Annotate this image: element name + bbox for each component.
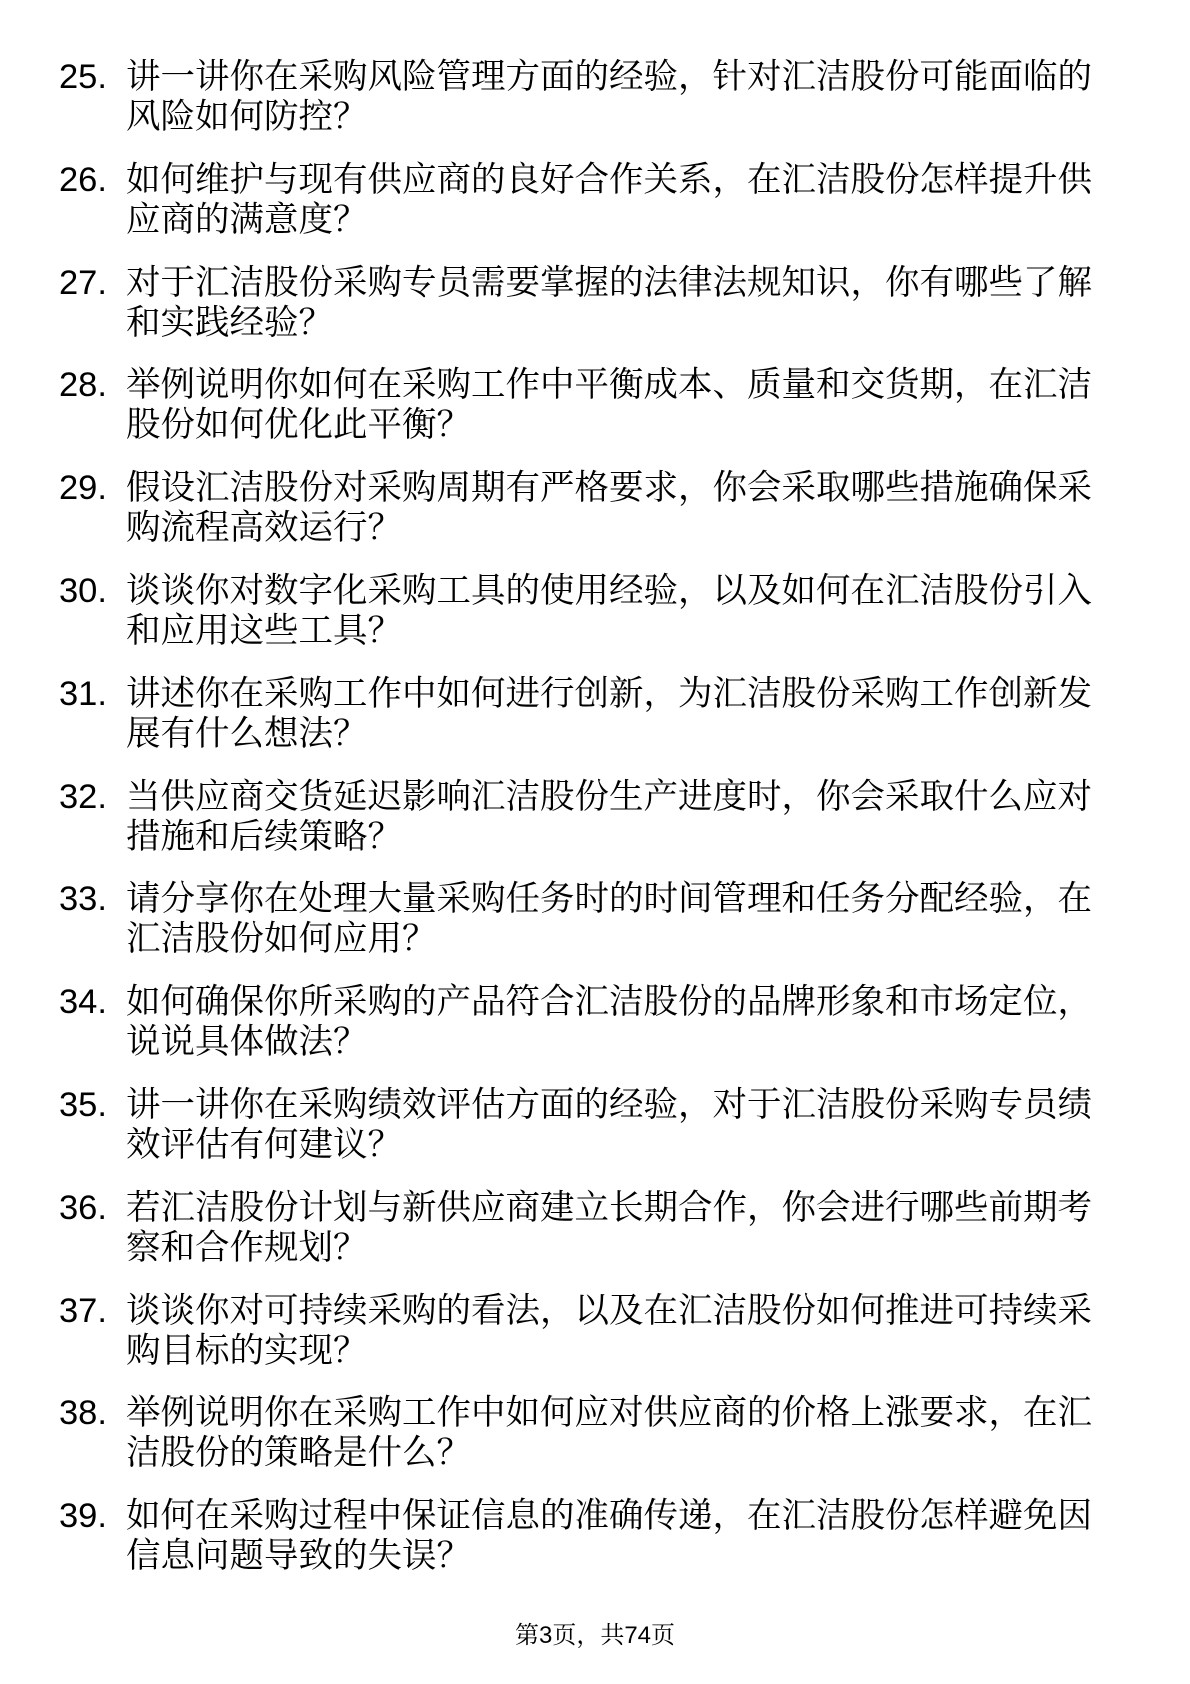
question-line: 若汇洁股份计划与新供应商建立长期合作，你会进行哪些前期考 xyxy=(126,1188,1092,1227)
question-line: 信息问题导致的失误？ xyxy=(126,1537,471,1576)
question-number: 36. xyxy=(59,1188,107,1227)
question-number: 33. xyxy=(59,880,107,919)
question-line: 举例说明你如何在采购工作中平衡成本、质量和交货期，在汇洁 xyxy=(126,366,1092,405)
question-item xyxy=(59,1496,1139,1576)
question-text xyxy=(126,674,1092,754)
question-text xyxy=(126,982,1092,1062)
question-text xyxy=(126,777,1092,857)
question-number: 25. xyxy=(59,58,107,96)
question-text xyxy=(126,1393,1092,1473)
question-line: 如何维护与现有供应商的良好合作关系，在汇洁股份怎样提升供 xyxy=(126,160,1092,199)
question-item xyxy=(59,674,1139,754)
question-number: 39. xyxy=(59,1497,107,1536)
question-item xyxy=(59,57,1139,137)
question-line: 请分享你在处理大量采购任务时的时间管理和任务分配经验，在 xyxy=(126,880,1092,919)
question-number: 32. xyxy=(59,777,107,816)
question-line: 股份如何优化此平衡？ xyxy=(126,406,471,445)
question-line: 展有什么想法？ xyxy=(126,714,368,753)
question-item xyxy=(59,1188,1139,1268)
question-item xyxy=(59,1085,1139,1165)
question-line: 讲一讲你在采购风险管理方面的经验，针对汇洁股份可能面临的 xyxy=(126,58,1092,96)
question-line: 如何在采购过程中保证信息的准确传递，在汇洁股份怎样避免因 xyxy=(126,1497,1092,1536)
question-number: 37. xyxy=(59,1291,107,1330)
page-footer: 第3页，共74页 xyxy=(514,1622,676,1649)
question-line: 讲一讲你在采购绩效评估方面的经验，对于汇洁股份采购专员绩 xyxy=(126,1085,1092,1124)
question-line: 效评估有何建议？ xyxy=(126,1125,402,1164)
question-line: 谈谈你对可持续采购的看法，以及在汇洁股份如何推进可持续采 xyxy=(126,1291,1092,1330)
question-text xyxy=(126,365,1092,445)
question-line: 和实践经验？ xyxy=(126,303,333,342)
question-item xyxy=(59,263,1139,343)
question-line: 谈谈你对数字化采购工具的使用经验，以及如何在汇洁股份引入 xyxy=(126,571,1092,610)
question-number: 26. xyxy=(59,160,107,199)
question-line: 洁股份的策略是什么？ xyxy=(126,1434,471,1473)
question-number: 38. xyxy=(59,1394,107,1433)
question-item xyxy=(59,160,1139,240)
question-item xyxy=(59,1393,1139,1473)
question-line: 措施和后续策略？ xyxy=(126,817,402,856)
question-line: 讲述你在采购工作中如何进行创新，为汇洁股份采购工作创新发 xyxy=(126,674,1092,713)
question-list xyxy=(59,57,1139,1599)
question-number: 34. xyxy=(59,983,107,1022)
question-text xyxy=(126,160,1092,240)
question-line: 和应用这些工具？ xyxy=(126,611,402,650)
question-item xyxy=(59,571,1139,651)
question-item xyxy=(59,777,1139,857)
question-line: 举例说明你在采购工作中如何应对供应商的价格上涨要求，在汇 xyxy=(126,1394,1092,1433)
question-line: 购目标的实现？ xyxy=(126,1331,368,1370)
question-text xyxy=(126,1085,1092,1165)
question-line: 汇洁股份如何应用？ xyxy=(126,920,437,959)
question-line: 察和合作规划？ xyxy=(126,1228,368,1267)
question-line: 假设汇洁股份对采购周期有严格要求，你会采取哪些措施确保采 xyxy=(126,469,1092,508)
question-number: 31. xyxy=(59,674,107,713)
question-line: 对于汇洁股份采购专员需要掌握的法律法规知识，你有哪些了解 xyxy=(126,263,1092,302)
question-number: 30. xyxy=(59,571,107,610)
question-number: 27. xyxy=(59,263,107,302)
question-text xyxy=(126,1291,1092,1371)
question-text xyxy=(126,263,1092,343)
question-item xyxy=(59,468,1139,548)
question-number: 29. xyxy=(59,469,107,508)
question-item xyxy=(59,365,1139,445)
question-text xyxy=(126,57,1092,137)
question-text xyxy=(126,571,1092,651)
question-number: 28. xyxy=(59,366,107,405)
question-line: 购流程高效运行？ xyxy=(126,509,402,548)
question-text xyxy=(126,1496,1092,1576)
question-line: 当供应商交货延迟影响汇洁股份生产进度时，你会采取什么应对 xyxy=(126,777,1092,816)
question-text xyxy=(126,468,1092,548)
question-line: 如何确保你所采购的产品符合汇洁股份的品牌形象和市场定位， xyxy=(126,983,1092,1022)
question-line: 应商的满意度？ xyxy=(126,200,368,239)
question-line: 风险如何防控？ xyxy=(126,98,368,136)
question-item xyxy=(59,1291,1139,1371)
question-item xyxy=(59,982,1139,1062)
question-text xyxy=(126,1188,1092,1268)
question-text xyxy=(126,879,1092,959)
question-number: 35. xyxy=(59,1085,107,1124)
question-item xyxy=(59,879,1139,959)
question-line: 说说具体做法？ xyxy=(126,1023,368,1062)
